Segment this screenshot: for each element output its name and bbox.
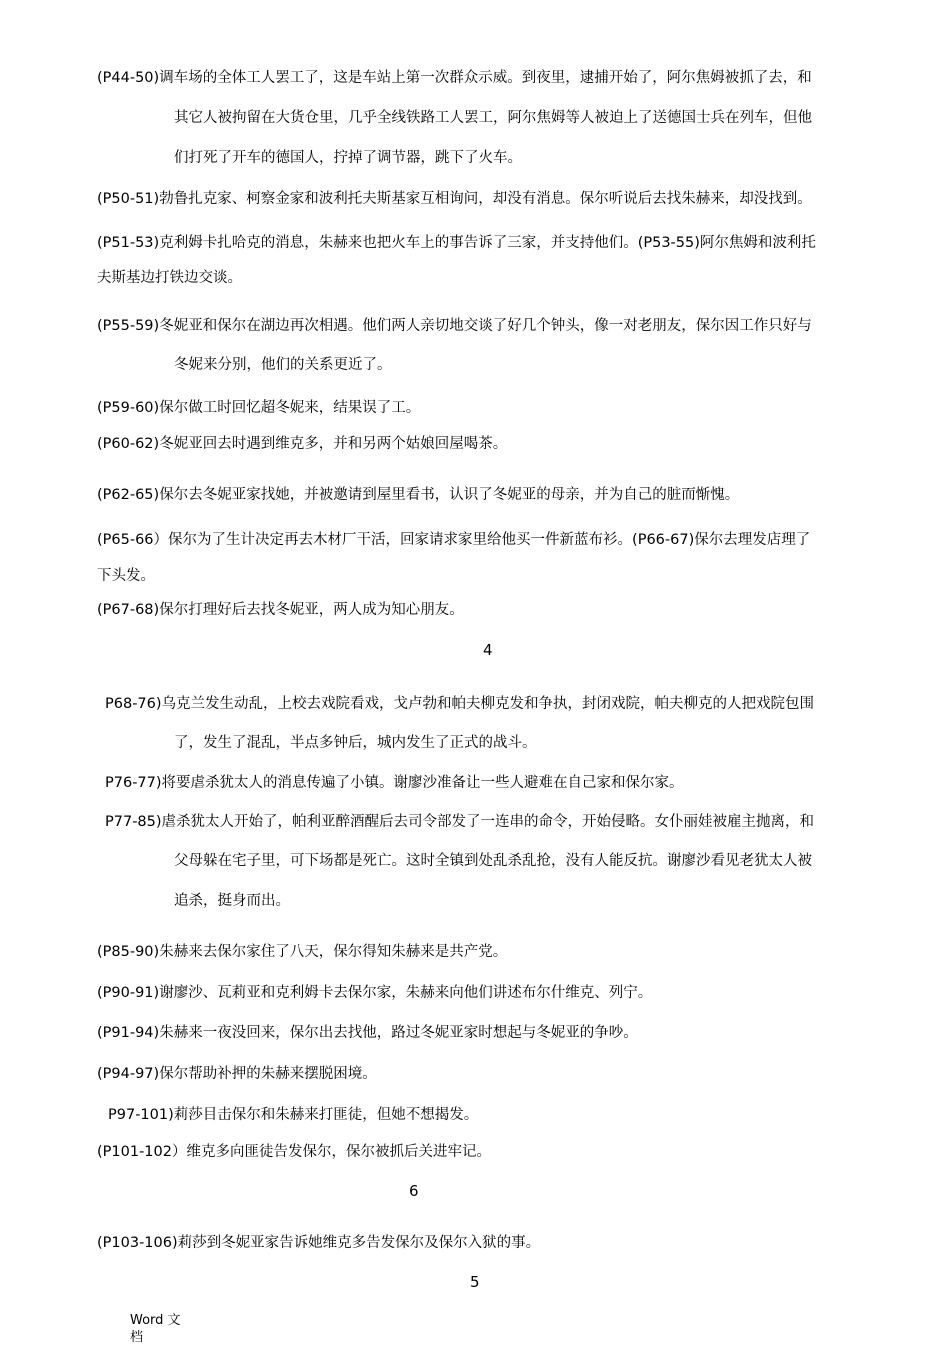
page-ref: (P62-65) [97, 487, 160, 503]
entry-text: 虐杀犹太人开始了，帕利亚醉酒醒后去司令部发了一连串的命令，开始侵略。女仆丽娃被雇主抛离，和 [161, 814, 815, 830]
entry-text: 保尔做工时回忆超冬妮来，结果误了工。 [159, 400, 421, 416]
entry-continuation: 其它人被拘留在大货仓里，几乎全线铁路工人罢工，阿尔焦姆等人被迫上了送德国士兵在列车，但他 [174, 110, 812, 126]
summary-entry [105, 694, 814, 714]
summary-entry [97, 1023, 638, 1043]
page-ref: (P59-60) [97, 400, 160, 416]
entry-text: 保尔打理好后去找冬妮亚，两人成为知心朋友。 [159, 602, 464, 618]
page-ref: P77-85) [105, 814, 162, 830]
entry-text: 保尔去理发店理了 [694, 532, 811, 548]
entry-text: 勃鲁扎克家、柯察金家和波利托夫斯基家互相询问，却没有消息。保尔听说后去找朱赫来，却没找到。 [159, 191, 812, 207]
entry-continuation: 冬妮来分别，他们的关系更近了。 [174, 357, 392, 373]
page-ref: (P53-55) [637, 235, 700, 251]
summary-entry [97, 600, 464, 620]
entry-text: ）保尔为了生计决定再去木材厂干活，回家请求家里给他买一件新蓝布衫。 [153, 532, 633, 548]
page-ref: P68-76) [105, 696, 162, 712]
entry-continuation: 们打死了开车的德国人，拧掉了调节器，跳下了火车。 [174, 150, 522, 166]
summary-entry [97, 316, 812, 336]
page-ref: (P85-90) [97, 944, 160, 960]
entry-text: 保尔去冬妮亚家找她，并被邀请到屋里看书，认识了冬妮亚的母亲，并为自己的脏而惭愧。 [159, 487, 740, 503]
page-ref: (P55-59) [97, 318, 160, 334]
footer-label: Word 文档 [130, 1313, 181, 1345]
entry-text: 将要虐杀犹太人的消息传遍了小镇。谢廖沙准备让一些人避难在自己家和保尔家。 [161, 775, 684, 791]
page-number: 6 [409, 1182, 419, 1200]
page-ref: (P51-53) [97, 235, 160, 251]
entry-continuation: 下头发。 [97, 568, 155, 584]
entry-text: 朱赫来一夜没回来，保尔出去找他，路过冬妮亚家时想起与冬妮亚的争吵。 [159, 1025, 638, 1041]
entry-text: 阿尔焦姆和波利托 [699, 235, 816, 251]
page-ref: P97-101) [108, 1107, 174, 1123]
summary-entry [97, 398, 420, 418]
summary-entry [97, 68, 812, 88]
entry-continuation: 了，发生了混乱，半点多钟后，城内发生了正式的战斗。 [174, 735, 537, 751]
entry-text: 莉莎到冬妮亚家告诉她维克多告发保尔及保尔入狱的事。 [177, 1235, 541, 1251]
page-ref: (P66-67) [632, 532, 695, 548]
summary-entry [97, 485, 739, 505]
page-ref: (P90-91) [97, 985, 160, 1001]
entry-text: 保尔帮助补押的朱赫来摆脱困境。 [159, 1066, 377, 1082]
summary-entry [97, 530, 810, 550]
entry-continuation: 追杀，挺身而出。 [174, 893, 290, 909]
entry-text: 调车场的全体工人罢工了，这是车站上第一次群众示威。到夜里，逮捕开始了，阿尔焦姆被抓了去，和 [159, 70, 812, 86]
entry-text: ）维克多向匪徒告发保尔，保尔被抓后关进牢记。 [172, 1144, 491, 1160]
page-ref: (P60-62) [97, 436, 160, 452]
page-ref: (P94-97) [97, 1066, 160, 1082]
page-ref: (P50-51) [97, 191, 160, 207]
summary-entry [97, 434, 507, 454]
entry-text: 谢廖沙、瓦莉亚和克利姆卡去保尔家，朱赫来向他们讲述布尔什维克、列宁。 [159, 985, 653, 1001]
page-ref: (P67-68) [97, 602, 160, 618]
entry-text: 冬妮亚和保尔在湖边再次相遇。他们两人亲切地交谈了好几个钟头，像一对老朋友，保尔因工作只好与 [159, 318, 812, 334]
page-ref: (P44-50) [97, 70, 160, 86]
summary-entry [97, 1064, 377, 1084]
entry-text: 冬妮亚回去时遇到维克多，并和另两个姑娘回屋喝茶。 [159, 436, 508, 452]
entry-text: 克利姆卡扎哈克的消息，朱赫来也把火车上的事告诉了三家，并支持他们。 [159, 235, 638, 251]
page-number: 4 [483, 641, 493, 659]
entry-continuation: 父母躲在宅子里，可下场都是死亡。这时全镇到处乱杀乱抢，没有人能反抗。谢廖沙看见老犹太人被 [174, 853, 812, 869]
entry-text: 乌克兰发生动乱，上校去戏院看戏，戈卢勃和帕夫柳克发和争执，封闭戏院，帕夫柳克的人把戏院包围 [161, 696, 815, 712]
page-ref: P76-77) [105, 775, 162, 791]
summary-entry [97, 1142, 491, 1162]
page-ref: (P91-94) [97, 1025, 160, 1041]
page-ref: (P101-102 [97, 1144, 172, 1160]
entry-continuation: 夫斯基边打铁边交谈。 [97, 270, 242, 286]
summary-entry [97, 942, 507, 962]
summary-entry [105, 812, 814, 832]
summary-entry [97, 983, 652, 1003]
entry-text: 莉莎目击保尔和朱赫来打匪徒，但她不想揭发。 [173, 1107, 479, 1123]
page-ref: (P65-66 [97, 532, 154, 548]
summary-entry [97, 233, 816, 253]
entry-text: 朱赫来去保尔家住了八天，保尔得知朱赫来是共产党。 [159, 944, 508, 960]
summary-entry [97, 1233, 540, 1253]
summary-entry [97, 189, 812, 209]
summary-entry [105, 773, 684, 793]
page-number: 5 [470, 1273, 480, 1291]
page-ref: (P103-106) [97, 1235, 178, 1251]
summary-entry [108, 1105, 478, 1125]
